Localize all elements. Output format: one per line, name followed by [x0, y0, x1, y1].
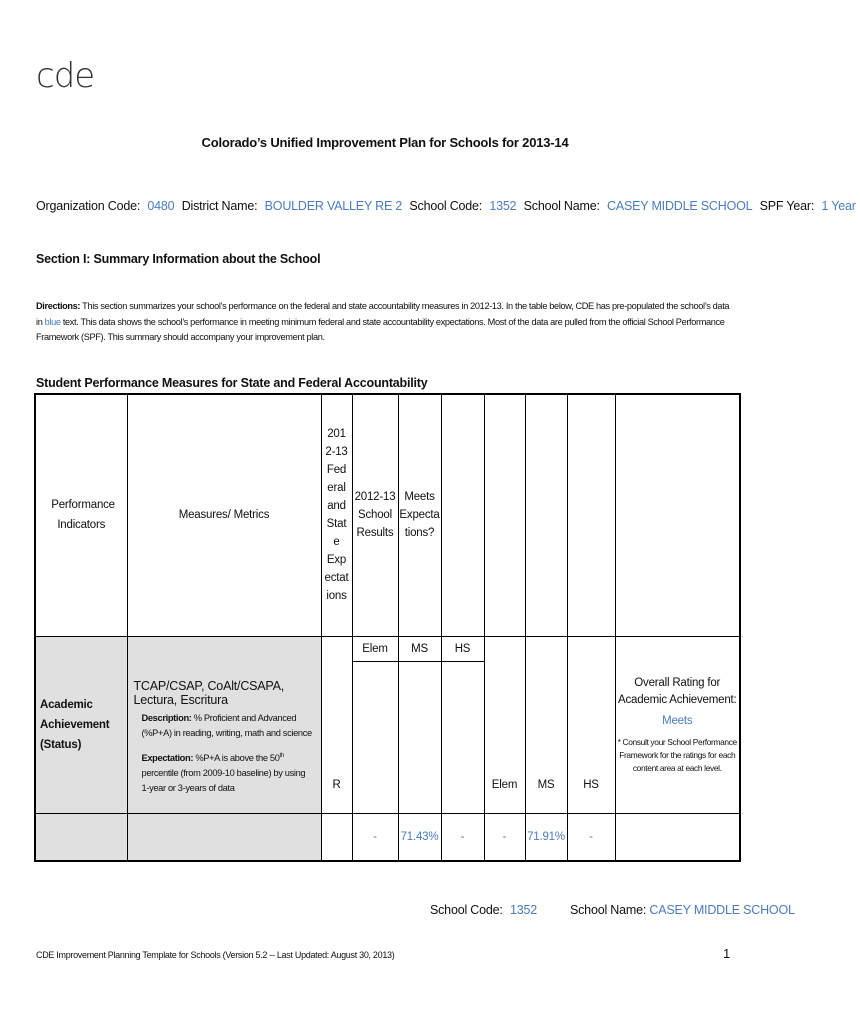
meets-header-line-1: Expecta [399, 509, 440, 522]
r-label-cell: R [321, 636, 352, 813]
expectation-elem-value: - [352, 813, 398, 861]
header-expectations [321, 394, 352, 636]
meets-header-line-2: tions? [404, 527, 435, 540]
page-number: 1 [723, 946, 731, 961]
district-name-label: District Name: [181, 199, 258, 213]
org-code-value: 0480 [147, 199, 175, 213]
values-rating-cell [615, 813, 740, 861]
expectations-header-line-6: e [333, 536, 340, 549]
section-title: Section I: Summary Information about the School [36, 252, 321, 266]
results-header-line-0: 2012-13 [354, 491, 396, 504]
metric-title: TCAP/CSAP, CoAlt/CSAPA, Lectura, Escritura [133, 678, 285, 707]
table-title: Student Performance Measures for State and Federal Accountability [36, 376, 428, 390]
header-empty-4 [567, 394, 615, 636]
values-r-cell [321, 813, 352, 861]
header-performance-indicators: Performance Indicators [35, 394, 127, 636]
spf-year-value: 1 Year [821, 199, 856, 213]
ms-top-label: MS [398, 636, 441, 661]
expectations-header-line-2: Fed [326, 464, 347, 477]
values-metric-cell [127, 813, 321, 861]
school-name-label: School Name: [523, 199, 600, 213]
meets-header-line-0: Meets [404, 491, 435, 504]
hs-top-label: HS [441, 636, 484, 661]
header-school-results [352, 394, 398, 636]
expectations-header-lines [322, 425, 352, 605]
academic-achievement-indicator [35, 636, 127, 813]
ms-bottom-label: MS [525, 636, 567, 813]
directions-text-1: This section summarizes your school’s performance on the federal and state accountability measures in 2012-13. In the table below, CDE has pre-populated the school’s data in [36, 301, 730, 327]
rating-title-2: Academic Achievement: [617, 693, 737, 706]
empty-ms-cell [398, 661, 441, 813]
expectation-ms-value: 71.43% [398, 813, 441, 861]
expectations-header-line-3: eral [327, 482, 346, 495]
cde-logo: cde [36, 56, 95, 96]
school-code-value: 1352 [489, 199, 517, 213]
metric-description: Description: % Proficient and Advanced (%P+A) in reading, writing, math and science [141, 712, 312, 738]
result-elem-value: - [484, 813, 525, 861]
rating-title-1: Overall Rating for [634, 676, 721, 689]
results-header-lines [353, 488, 398, 542]
header-empty-1 [441, 394, 484, 636]
overall-rating-cell [615, 636, 740, 813]
header-empty-2 [484, 394, 525, 636]
rating-value: Meets [662, 714, 693, 727]
rating-note: * Consult your School Performance Framework for the ratings for each content area at each level. [617, 736, 737, 773]
hs-bottom-label: HS [567, 636, 615, 813]
indicator-line-0: Academic [40, 698, 93, 711]
results-header-line-1: School [358, 509, 392, 522]
indicator-line-1: Achievement [40, 718, 110, 731]
template-version-note: CDE Improvement Planning Template for Schools (Version 5.2 -- Last Updated: August 30, 2013) [36, 950, 395, 960]
organization-info-line [36, 199, 860, 213]
table-header-row [35, 394, 740, 636]
indicator-line-2: (Status) [40, 738, 82, 751]
result-ms-value: 71.91% [525, 813, 567, 861]
elem-bottom-label: Elem [484, 636, 525, 813]
expectations-header-line-4: and [327, 500, 346, 513]
document-title: Colorado’s Unified Improvement Plan for Schools for 2013-14 [201, 135, 569, 150]
expectations-header-line-9: ions [326, 590, 347, 603]
district-name-value: BOULDER VALLEY RE 2 [264, 199, 403, 213]
org-code-label: Organization Code: [36, 199, 141, 213]
values-row [35, 813, 740, 861]
header-empty-5 [615, 394, 740, 636]
school-code-label: School Code: [409, 199, 483, 213]
footer-school-name: School Name: CASEY MIDDLE SCHOOL [570, 903, 795, 917]
academic-achievement-metric [127, 636, 321, 813]
values-indicator-cell [35, 813, 127, 861]
expectations-header-line-7: Exp [326, 554, 347, 567]
directions-text-2: text. This data shows the school’s performance in meeting minimum federal and state accountability expectations. Most of the data are pulled from the official School Performance Framework (SPF). This summary should accompany your improvement plan. [36, 316, 725, 342]
expectations-header-line-8: ectat [324, 572, 349, 585]
result-hs-value: - [567, 813, 615, 861]
directions-label: Directions: [36, 301, 81, 311]
empty-hs-cell [441, 661, 484, 813]
directions-paragraph [36, 299, 736, 346]
expectations-header-line-5: Stat [326, 518, 347, 531]
header-meets-expectations [398, 394, 441, 636]
expectations-header-line-0: 201 [327, 428, 346, 441]
footer-school-code: School Code: 1352 [430, 903, 537, 917]
results-header-line-2: Results [356, 527, 394, 540]
performance-measures-table [34, 393, 741, 862]
expectations-header-line-1: 2-13 [325, 446, 348, 459]
school-name-value: CASEY MIDDLE SCHOOL [607, 199, 753, 213]
metric-expectation: Expectation: %P+A is above the 50th percentile (from 2009-10 baseline) by using 1-year or 3-years of data [141, 752, 306, 793]
directions-blue-word: blue [44, 316, 61, 327]
header-measures-metrics: Measures/ Metrics [127, 394, 321, 636]
empty-elem-cell [352, 661, 398, 813]
expectation-hs-value: - [441, 813, 484, 861]
header-empty-3 [525, 394, 567, 636]
elem-top-label: Elem [352, 636, 398, 661]
level-label-row [35, 636, 740, 661]
spf-year-label: SPF Year: [759, 199, 815, 213]
meets-header-lines [399, 488, 441, 542]
